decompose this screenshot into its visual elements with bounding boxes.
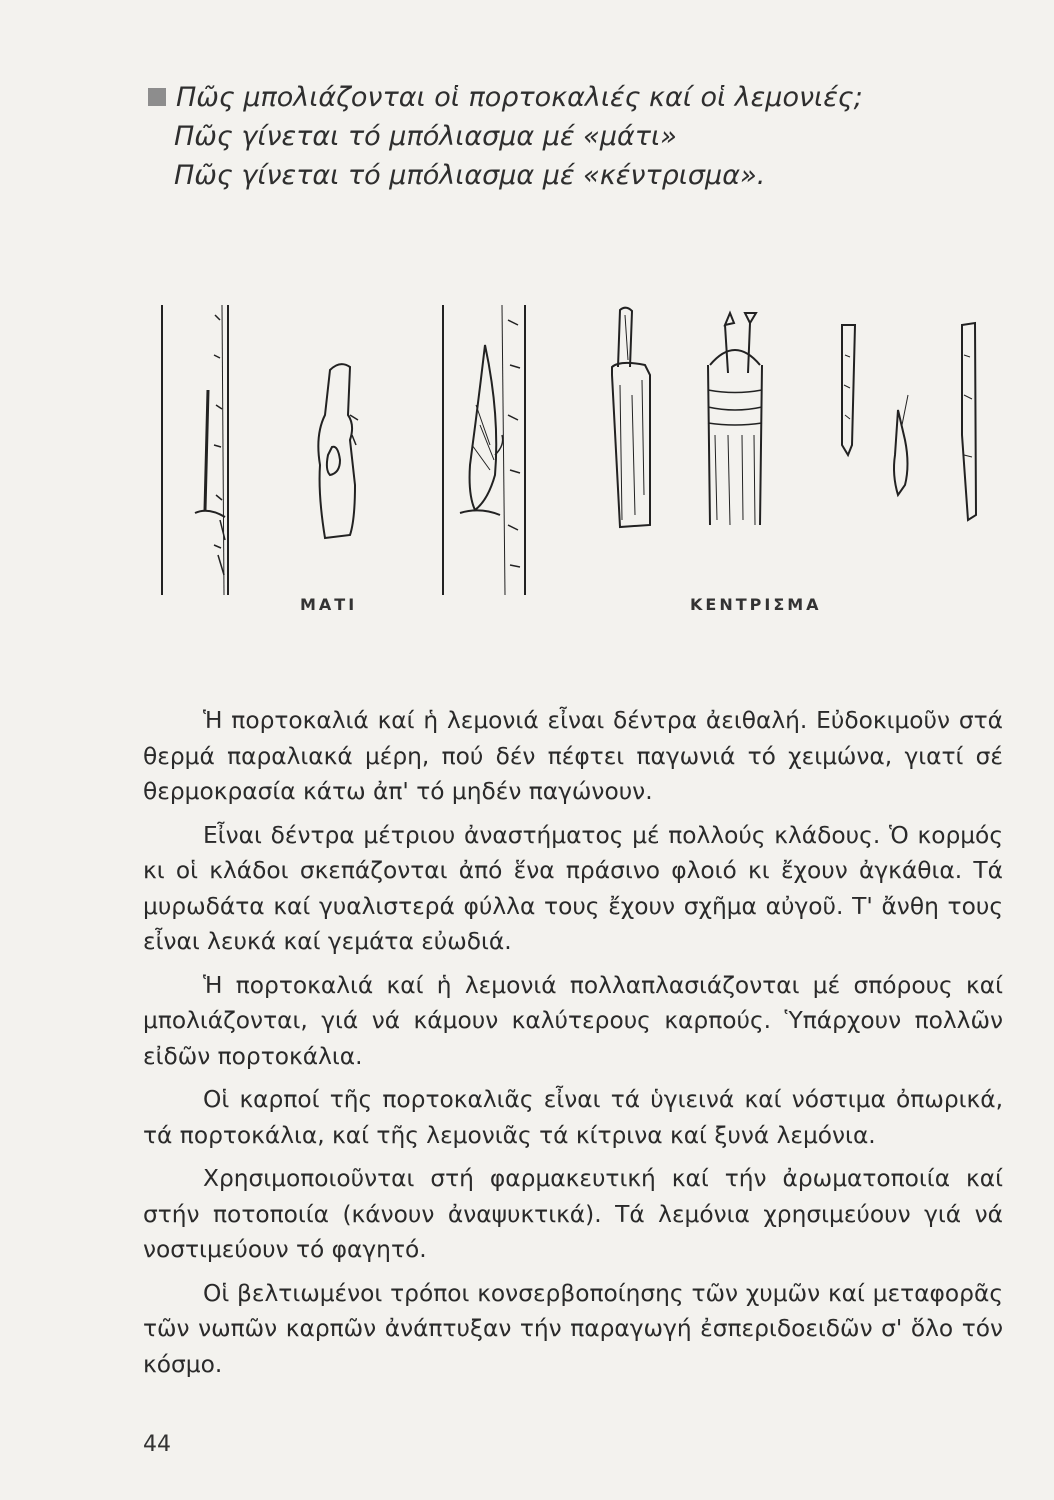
trunk-t-cut-drawing [162, 305, 228, 595]
bud-shield-drawing [318, 364, 358, 538]
grafting-illustration [150, 295, 1000, 630]
paragraph-6: Οἱ βελτιωμένοι τρόποι κονσερβοποίησης τῶν χυμῶν καί μεταφορᾶς τῶν νωπῶν καρπῶν ἀνάπτυξαν τήν παραγωγή ἐσπεριδοειδῶν σ' ὅλο τόν κόσμο. [143, 1279, 1003, 1378]
review-questions [148, 78, 1008, 195]
caption-kentrisma: ΚΕΝΤΡΙΣΜΑ [690, 595, 822, 614]
paragraph-5: Χρησιμοποιοῦνται στή φαρμακευτική καί τήν ἀρωματοποιία καί στήν ποτοποιία (κάνουν ἀναψυκτικά). Τά λεμόνια χρησιμεύουν γιά νά νοστιμεύουν τό φαγητό. [143, 1165, 1003, 1263]
question-2: Πῶς γίνεται τό μπόλιασμα μέ «μάτι» [174, 121, 677, 152]
paragraph-2: Εἶναι δέντρα μέτριου ἀναστήματος μέ πολλούς κλάδους. Ὁ κορμός κι οἱ κλάδοι σκεπάζονται ἀπό ἕνα πράσινο φλοιό κι ἔχουν ἀγκάθια. Τά μυρωδάτα καί γυαλιστερά φύλλα τους ἔχουν σχῆμα αὐγοῦ. Τ' ἄνθη τους εἶναι λευκά καί γεμάτα εὐωδιά. [143, 821, 1003, 955]
scion-cuttings-drawing [842, 323, 976, 520]
question-1: Πῶς μπολιάζονται οἱ πορτοκαλιές καί οἱ λεμονιές; [148, 78, 1008, 117]
question-3: Πῶς γίνεται τό μπόλιασμα μέ «κέντρισμα». [174, 160, 766, 191]
grafting-drawing [150, 295, 1000, 605]
crown-graft-drawing [708, 313, 762, 525]
paragraph-1: Ἡ πορτοκαλιά καί ἡ λεμονιά εἶναι δέντρα ἀειθαλή. Εὐδοκιμοῦν στά θερμά παραλιακά μέρη, πού δέν πέφτει παγωνιά τό χειμώνα, γιατί σέ θερμοκρασία κάτω ἀπ' τό μηδέν παγώνουν. [143, 707, 1003, 805]
paragraph-3: Ἡ πορτοκαλιά καί ἡ λεμονιά πολλαπλασιάζονται μέ σπόρους καί μπολιάζονται, γιά νά κάμουν καλύτερους καρπούς. Ὑπάρχουν πολλῶν εἰδῶν πορτοκάλια. [143, 971, 1003, 1070]
trunk-inserted-bud-drawing [443, 305, 525, 595]
main-text [143, 703, 1003, 1390]
square-bullet-icon [148, 88, 166, 106]
page-number: 44 [143, 1432, 171, 1457]
caption-mati: ΜΑΤΙ [300, 595, 358, 614]
paragraph-4: Οἱ καρποί τῆς πορτοκαλιᾶς εἶναι τά ὑγιεινά καί νόστιμα ὀπωρικά, τά πορτοκάλια, καί τῆς λεμονιᾶς τά κίτρινα καί ξυνά λεμόνια. [143, 1086, 1003, 1149]
cleft-graft-drawing [612, 308, 650, 527]
